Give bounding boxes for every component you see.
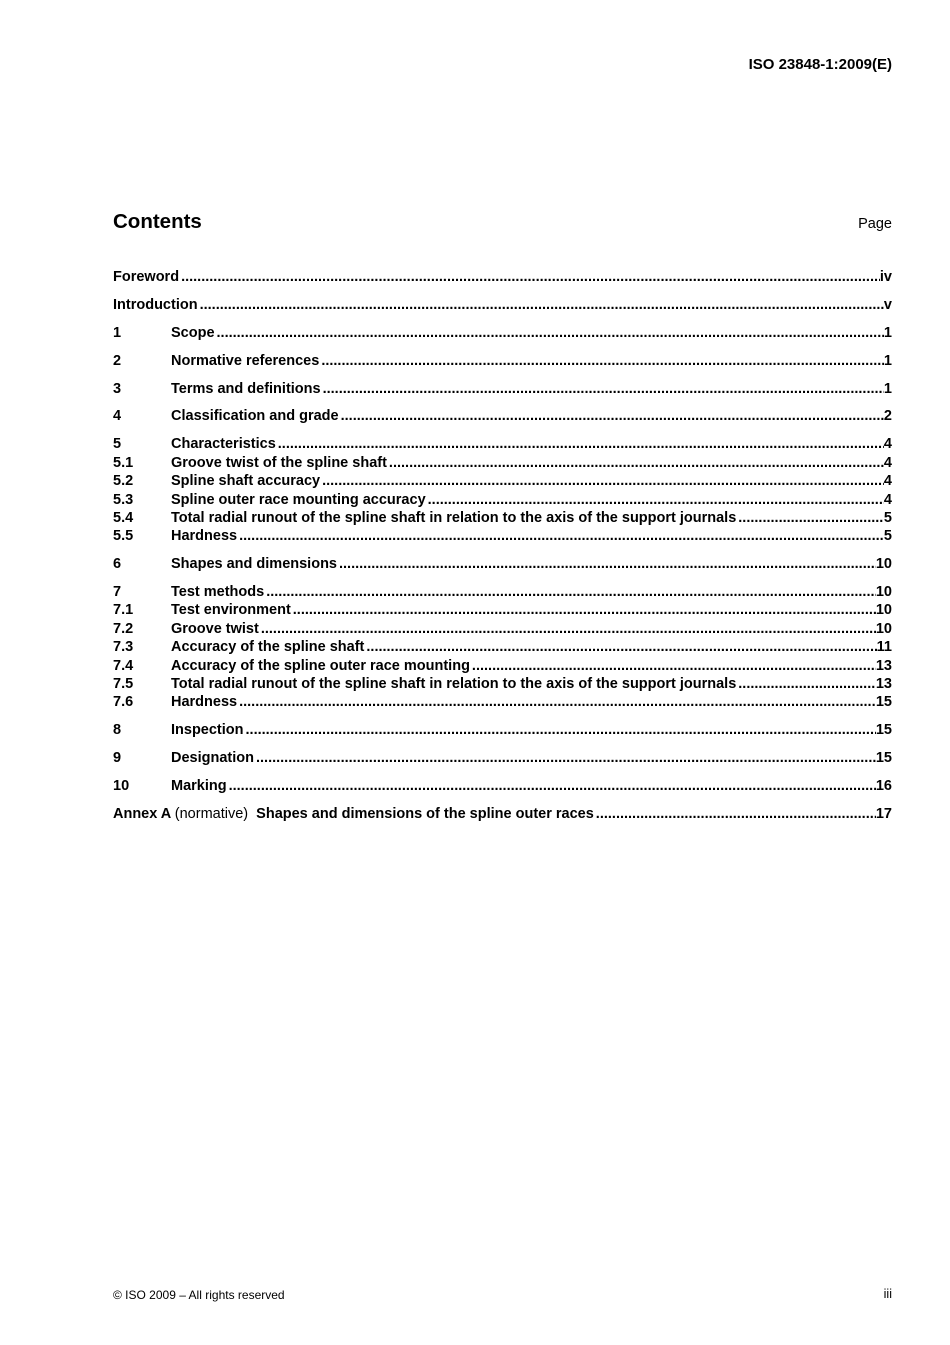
toc-entry-5-3[interactable] <box>113 491 892 509</box>
toc-entry-page: 1 <box>883 324 892 341</box>
toc-entry-title: Introduction <box>113 296 198 313</box>
page-number: iii <box>883 1287 892 1301</box>
toc-entry-3[interactable] <box>113 380 892 398</box>
toc-entry-2[interactable] <box>113 352 892 370</box>
contents-heading: Contents <box>113 210 202 233</box>
toc-entry-page: 4 <box>883 454 892 471</box>
annex-label: Annex A <box>113 805 171 822</box>
toc-entry-9[interactable] <box>113 749 892 767</box>
toc-entry-page: 15 <box>875 694 892 711</box>
toc-entry-foreword[interactable] <box>113 268 892 286</box>
toc-entry-page: 1 <box>883 352 892 369</box>
toc-entry-page: 5 <box>883 509 892 526</box>
toc-entry-title: Accuracy of the spline outer race mounting <box>171 657 470 674</box>
toc-entry-title: Scope <box>171 324 215 341</box>
toc-entry-7-1[interactable] <box>113 601 892 619</box>
copyright-notice: © ISO 2009 – All rights reserved <box>113 1288 285 1302</box>
toc-entry-10[interactable] <box>113 777 892 795</box>
document-identifier: ISO 23848-1:2009(E) <box>748 56 892 73</box>
toc-entry-title: Characteristics <box>171 436 276 453</box>
toc-entry-title: Test methods <box>171 584 265 601</box>
toc-entry-title: Normative references <box>171 352 320 369</box>
toc-entry-5-5[interactable] <box>113 527 892 545</box>
toc-entry-page: 13 <box>875 676 892 693</box>
dot-leader <box>341 407 884 425</box>
toc-entry-title: Accuracy of the spline shaft <box>171 639 365 656</box>
dot-leader <box>322 472 884 490</box>
toc-entry-title <box>113 805 594 823</box>
toc-entry-number: 5.4 <box>113 509 134 526</box>
toc-entry-number: 2 <box>113 352 122 369</box>
toc-entry-number: 3 <box>113 380 122 397</box>
toc-entry-title: Groove twist <box>171 620 259 637</box>
toc-entry-title: Spline shaft accuracy <box>171 473 321 490</box>
dot-leader <box>261 620 876 638</box>
toc-entry-title: Foreword <box>113 269 180 285</box>
toc-entry-5-2[interactable] <box>113 472 892 490</box>
toc-entry-number: 4 <box>113 408 122 425</box>
dot-leader <box>321 352 884 370</box>
dot-leader <box>217 324 884 342</box>
dot-leader <box>181 268 880 286</box>
toc-entry-4[interactable] <box>113 407 892 425</box>
table-of-contents <box>113 268 892 823</box>
toc-entry-number: 5 <box>113 436 122 453</box>
toc-entry-number: 7 <box>113 584 122 601</box>
toc-entry-8[interactable] <box>113 721 892 739</box>
dot-leader <box>278 435 884 453</box>
toc-entry-number: 10 <box>113 778 130 795</box>
toc-entry-7-5[interactable] <box>113 675 892 693</box>
toc-entry-page: 5 <box>883 528 892 545</box>
dot-leader <box>472 657 876 675</box>
annex-qualifier: (normative) <box>174 805 249 822</box>
toc-entry-page: 16 <box>875 778 892 795</box>
dot-leader <box>428 491 884 509</box>
toc-entry-page: v <box>883 296 892 313</box>
toc-entry-number: 7.1 <box>113 602 134 619</box>
toc-entry-page: 17 <box>875 805 892 822</box>
toc-entry-5-4[interactable] <box>113 509 892 527</box>
toc-entry-page: 15 <box>875 750 892 767</box>
dot-leader <box>293 601 876 619</box>
toc-entry-number: 9 <box>113 750 122 767</box>
dot-leader <box>266 583 876 601</box>
dot-leader <box>256 749 876 767</box>
toc-entry-number: 7.5 <box>113 676 134 693</box>
toc-entry-number: 1 <box>113 324 122 341</box>
dot-leader <box>389 454 884 472</box>
toc-entry-page: 2 <box>883 408 892 425</box>
toc-entry-7-2[interactable] <box>113 620 892 638</box>
toc-entry-number: 5.1 <box>113 454 134 471</box>
dot-leader <box>239 693 876 711</box>
dot-leader <box>596 805 876 823</box>
dot-leader <box>339 555 876 573</box>
toc-entry-title: Marking <box>171 778 227 795</box>
annex-title: Shapes and dimensions of the spline outer races <box>256 805 594 822</box>
toc-entry-7[interactable] <box>113 583 892 601</box>
toc-entry-page: 10 <box>875 620 892 637</box>
toc-entry-number: 5.5 <box>113 528 134 545</box>
toc-entry-page: 1 <box>883 380 892 397</box>
toc-entry-title: Total radial runout of the spline shaft in relation to the axis of the support journals <box>171 676 737 693</box>
toc-entry-page: 15 <box>875 722 892 739</box>
dot-leader <box>200 296 884 314</box>
toc-entry-page: 4 <box>883 491 892 508</box>
toc-entry-7-6[interactable] <box>113 693 892 711</box>
toc-entry-title: Shapes and dimensions <box>171 556 337 573</box>
toc-entry-7-4[interactable] <box>113 657 892 675</box>
toc-entry-page: 13 <box>875 657 892 674</box>
toc-entry-5[interactable] <box>113 435 892 453</box>
dot-leader <box>738 509 884 527</box>
toc-entry-number: 7.4 <box>113 657 134 674</box>
dot-leader <box>239 527 884 545</box>
dot-leader <box>323 380 884 398</box>
toc-entry-number: 7.6 <box>113 694 134 711</box>
dot-leader <box>229 777 876 795</box>
toc-entry-number: 5.2 <box>113 473 134 490</box>
dot-leader <box>366 638 876 656</box>
toc-entry-title: Groove twist of the spline shaft <box>171 454 387 471</box>
toc-entry-1[interactable] <box>113 324 892 342</box>
page-column-label: Page <box>858 216 892 232</box>
toc-entry-title: Test environment <box>171 602 291 619</box>
toc-entry-title: Total radial runout of the spline shaft in relation to the axis of the support journals <box>171 509 737 526</box>
toc-entry-page: iv <box>879 269 892 285</box>
toc-entry-page: 10 <box>875 556 892 573</box>
toc-entry-page: 10 <box>875 584 892 601</box>
toc-entry-title: Hardness <box>171 694 238 711</box>
toc-entry-number: 6 <box>113 556 122 573</box>
toc-entry-title: Designation <box>171 750 254 767</box>
toc-entry-6[interactable] <box>113 555 892 573</box>
toc-entry-page: 4 <box>883 436 892 453</box>
toc-entry-title: Spline outer race mounting accuracy <box>171 491 426 508</box>
toc-entry-title: Inspection <box>171 722 244 739</box>
toc-entry-title: Classification and grade <box>171 408 339 425</box>
toc-entry-number: 7.2 <box>113 620 134 637</box>
toc-entry-title: Terms and definitions <box>171 380 321 397</box>
toc-entry-7-3[interactable] <box>113 638 892 656</box>
toc-entry-page: 4 <box>883 473 892 490</box>
toc-entry-number: 5.3 <box>113 491 134 508</box>
toc-entry-annex-a[interactable] <box>113 805 892 823</box>
dot-leader <box>246 721 876 739</box>
dot-leader <box>738 675 876 693</box>
toc-entry-page: 10 <box>875 602 892 619</box>
toc-entry-number: 8 <box>113 722 122 739</box>
toc-entry-introduction[interactable] <box>113 296 892 314</box>
toc-entry-title: Hardness <box>171 528 238 545</box>
toc-entry-5-1[interactable] <box>113 454 892 472</box>
toc-entry-page: 11 <box>876 639 892 656</box>
toc-entry-number: 7.3 <box>113 639 134 656</box>
